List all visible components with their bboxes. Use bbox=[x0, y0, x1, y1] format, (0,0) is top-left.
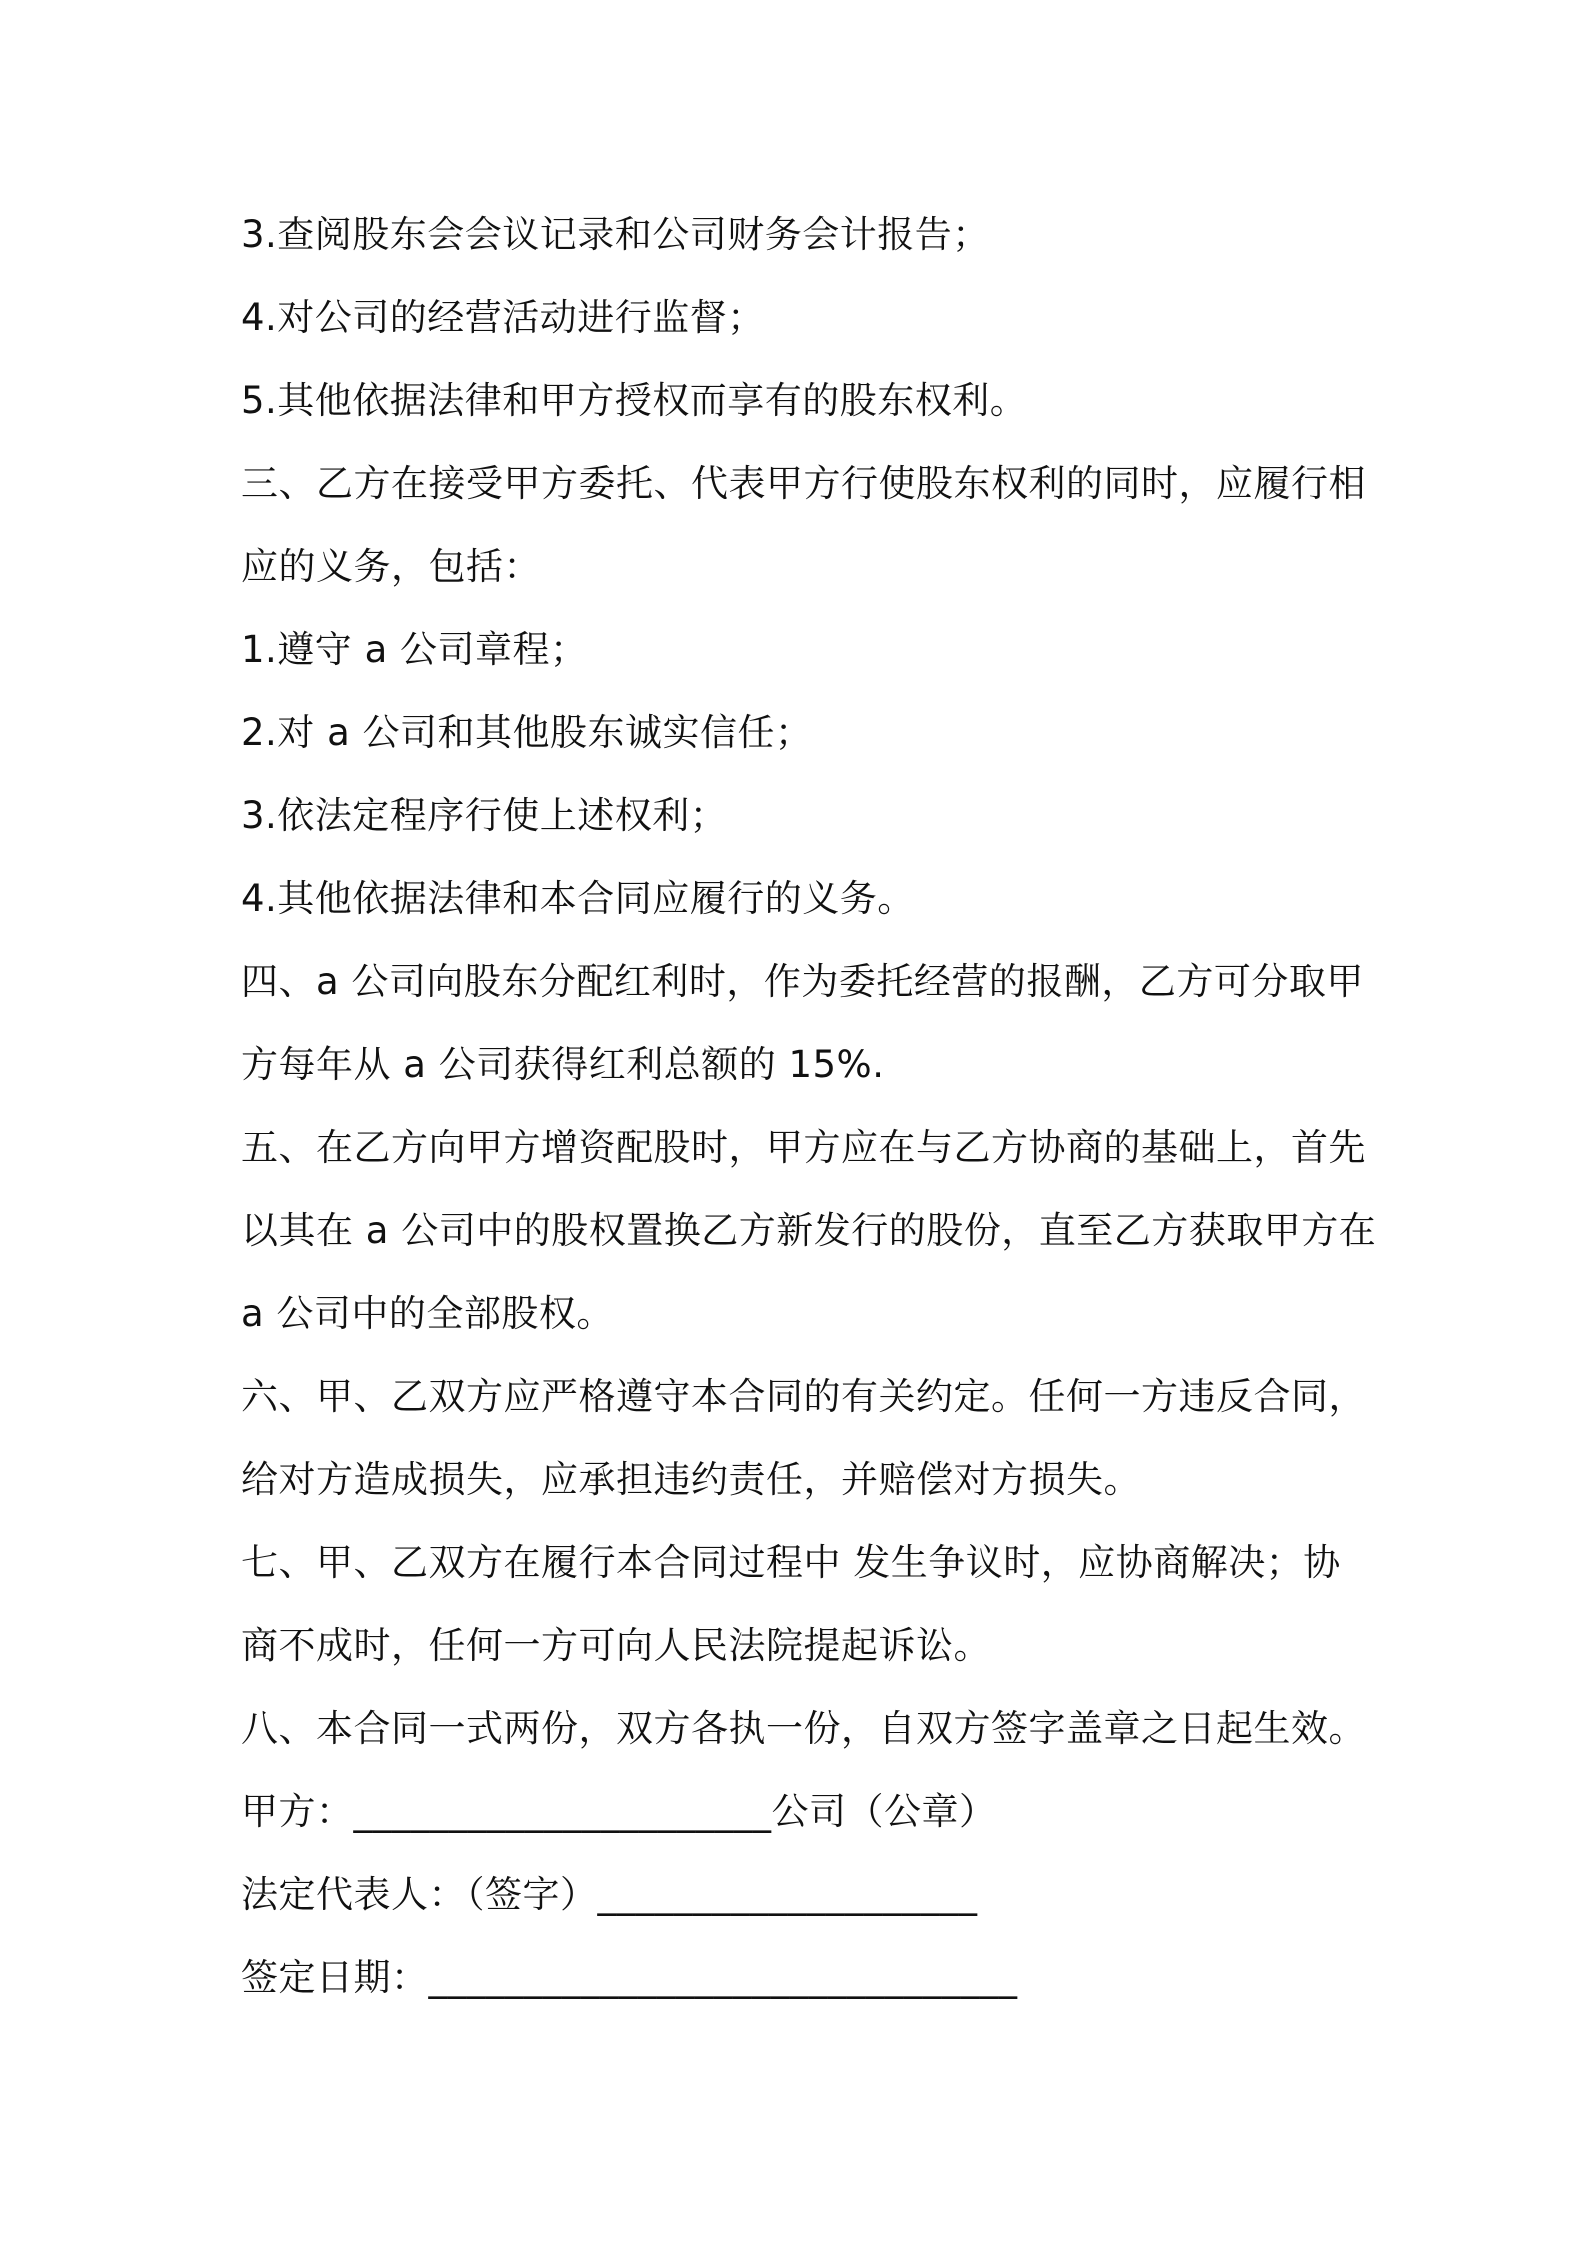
clause-three-line-2: 应的义务，包括： bbox=[241, 545, 541, 588]
clause-eight-line: 八、本合同一式两份，双方各执一份，自双方签字盖章之日起生效。 bbox=[241, 1707, 1366, 1750]
party-a-signature-line: 甲方：______________________公司（公章） bbox=[241, 1790, 997, 1833]
clause-four-line-2: 方每年从 a 公司获得红利总额的 15%. bbox=[241, 1043, 885, 1086]
duty-item-4: 4.其他依据法律和本合同应履行的义务。 bbox=[241, 877, 915, 920]
clause-three-line-1: 三、乙方在接受甲方委托、代表甲方行使股东权利的同时，应履行相 bbox=[241, 462, 1366, 505]
clause-six-line-2: 给对方造成损失，应承担违约责任，并赔偿对方损失。 bbox=[241, 1458, 1141, 1501]
duty-item-2: 2.对 a 公司和其他股东诚实信任； bbox=[241, 711, 813, 754]
clause-line-3: 5.其他依据法律和甲方授权而享有的股东权利。 bbox=[241, 379, 1028, 422]
signing-date-line: 签定日期：_______________________________ bbox=[241, 1956, 1018, 1999]
duty-item-1: 1.遵守 a 公司章程； bbox=[241, 628, 588, 671]
clause-line-2: 4.对公司的经营活动进行监督； bbox=[241, 296, 765, 339]
duty-item-3: 3.依法定程序行使上述权利； bbox=[241, 794, 728, 837]
clause-seven-line-1: 七、甲、乙双方在履行本合同过程中 发生争议时，应协商解决；协 bbox=[241, 1541, 1341, 1584]
clause-four-line-1: 四、a 公司向股东分配红利时，作为委托经营的报酬，乙方可分取甲 bbox=[241, 960, 1364, 1003]
clause-line-1: 3.查阅股东会会议记录和公司财务会计报告； bbox=[241, 213, 990, 256]
clause-five-line-2: 以其在 a 公司中的股权置换乙方新发行的股份，直至乙方获取甲方在 bbox=[241, 1209, 1377, 1252]
clause-five-line-1: 五、在乙方向甲方增资配股时，甲方应在与乙方协商的基础上，首先 bbox=[241, 1126, 1366, 1169]
clause-five-line-3: a 公司中的全部股权。 bbox=[241, 1292, 614, 1335]
clause-seven-line-2: 商不成时，任何一方可向人民法院提起诉讼。 bbox=[241, 1624, 991, 1667]
legal-representative-line: 法定代表人：（签字）____________________ bbox=[241, 1873, 978, 1916]
clause-six-line-1: 六、甲、乙双方应严格遵守本合同的有关约定。任何一方违反合同， bbox=[241, 1375, 1366, 1418]
document-body bbox=[241, 193, 1377, 2019]
